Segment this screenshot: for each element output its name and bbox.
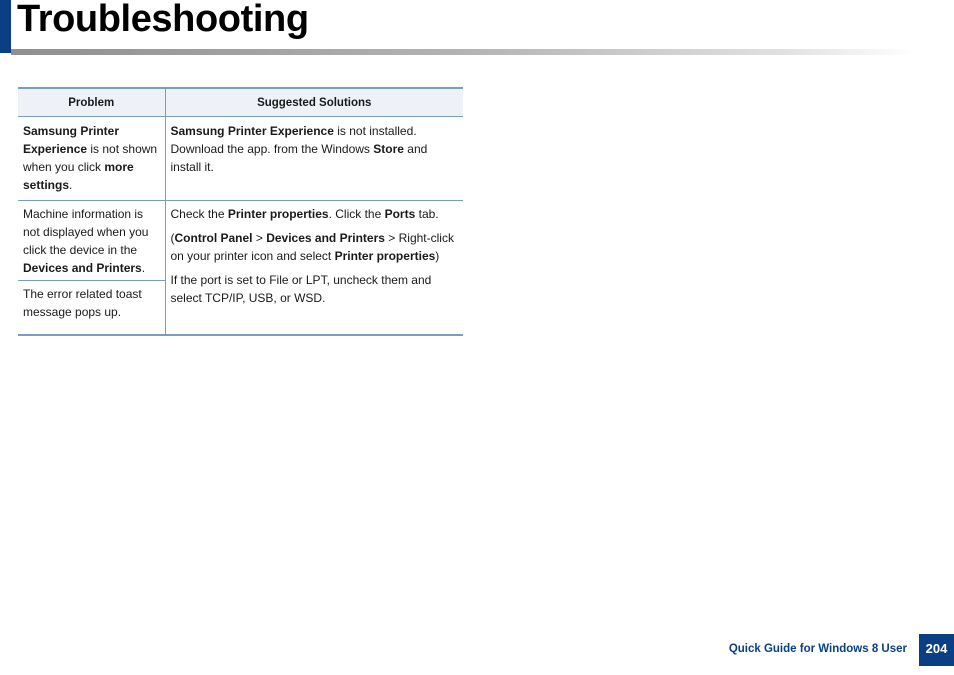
- problem-text-bold: Devices and Printers: [23, 261, 142, 275]
- solution-text: and install it.: [170, 142, 428, 174]
- solution-paragraph: If the port is set to File or LPT, uncheck them and select TCP/IP, USB, or WSD.: [170, 273, 432, 305]
- problem-text: .: [69, 178, 73, 192]
- solution-cell: [165, 117, 463, 201]
- solution-text: tab.: [415, 207, 439, 221]
- title-underline: [11, 49, 916, 55]
- solution-text-bold: Printer properties: [227, 207, 329, 221]
- page-number-badge: 204: [919, 634, 954, 666]
- solution-text: > Right-click on your printer icon and select: [170, 231, 454, 263]
- solution-text-bold: Printer properties: [334, 249, 436, 263]
- solution-text: >: [252, 231, 267, 245]
- table-row: [18, 201, 463, 281]
- solution-text: Check the: [170, 207, 228, 221]
- solution-cell: [165, 201, 463, 336]
- problem-text-bold: more settings: [23, 160, 134, 192]
- solution-text: is not installed. Download the app. from the Windows: [170, 124, 417, 156]
- solution-paragraph: [171, 205, 459, 223]
- problem-cell: [18, 117, 165, 201]
- problem-cell: The error related toast message pops up.: [18, 281, 165, 336]
- table-row: [18, 117, 463, 201]
- solution-text: . Click the: [328, 207, 385, 221]
- table-header-row: [18, 88, 463, 117]
- troubleshooting-table: [18, 87, 463, 336]
- problem-text-bold: Samsung Printer Experience: [23, 124, 120, 156]
- title-accent-bar: [0, 0, 11, 53]
- solution-paragraph: [171, 229, 459, 265]
- solution-text-bold: Devices and Printers: [266, 231, 385, 245]
- page-title: Troubleshooting: [17, 0, 309, 40]
- column-header-solutions: Suggested Solutions: [165, 88, 463, 117]
- problem-text: Machine information is not displayed when you click the device in the: [23, 207, 149, 257]
- problem-text: is not shown when you click: [23, 142, 158, 174]
- solution-text-bold: Samsung Printer Experience: [170, 124, 334, 138]
- solution-text-bold: Store: [373, 142, 404, 156]
- problem-cell: [18, 201, 165, 281]
- footer-guide-label: Quick Guide for Windows 8 User: [728, 643, 907, 655]
- problem-text: .: [141, 261, 146, 275]
- solution-text: (: [170, 231, 175, 245]
- solution-text-bold: Control Panel: [174, 231, 253, 245]
- solution-text-bold: Ports: [384, 207, 416, 221]
- solution-text: ): [435, 249, 440, 263]
- column-header-problem: Problem: [18, 88, 165, 117]
